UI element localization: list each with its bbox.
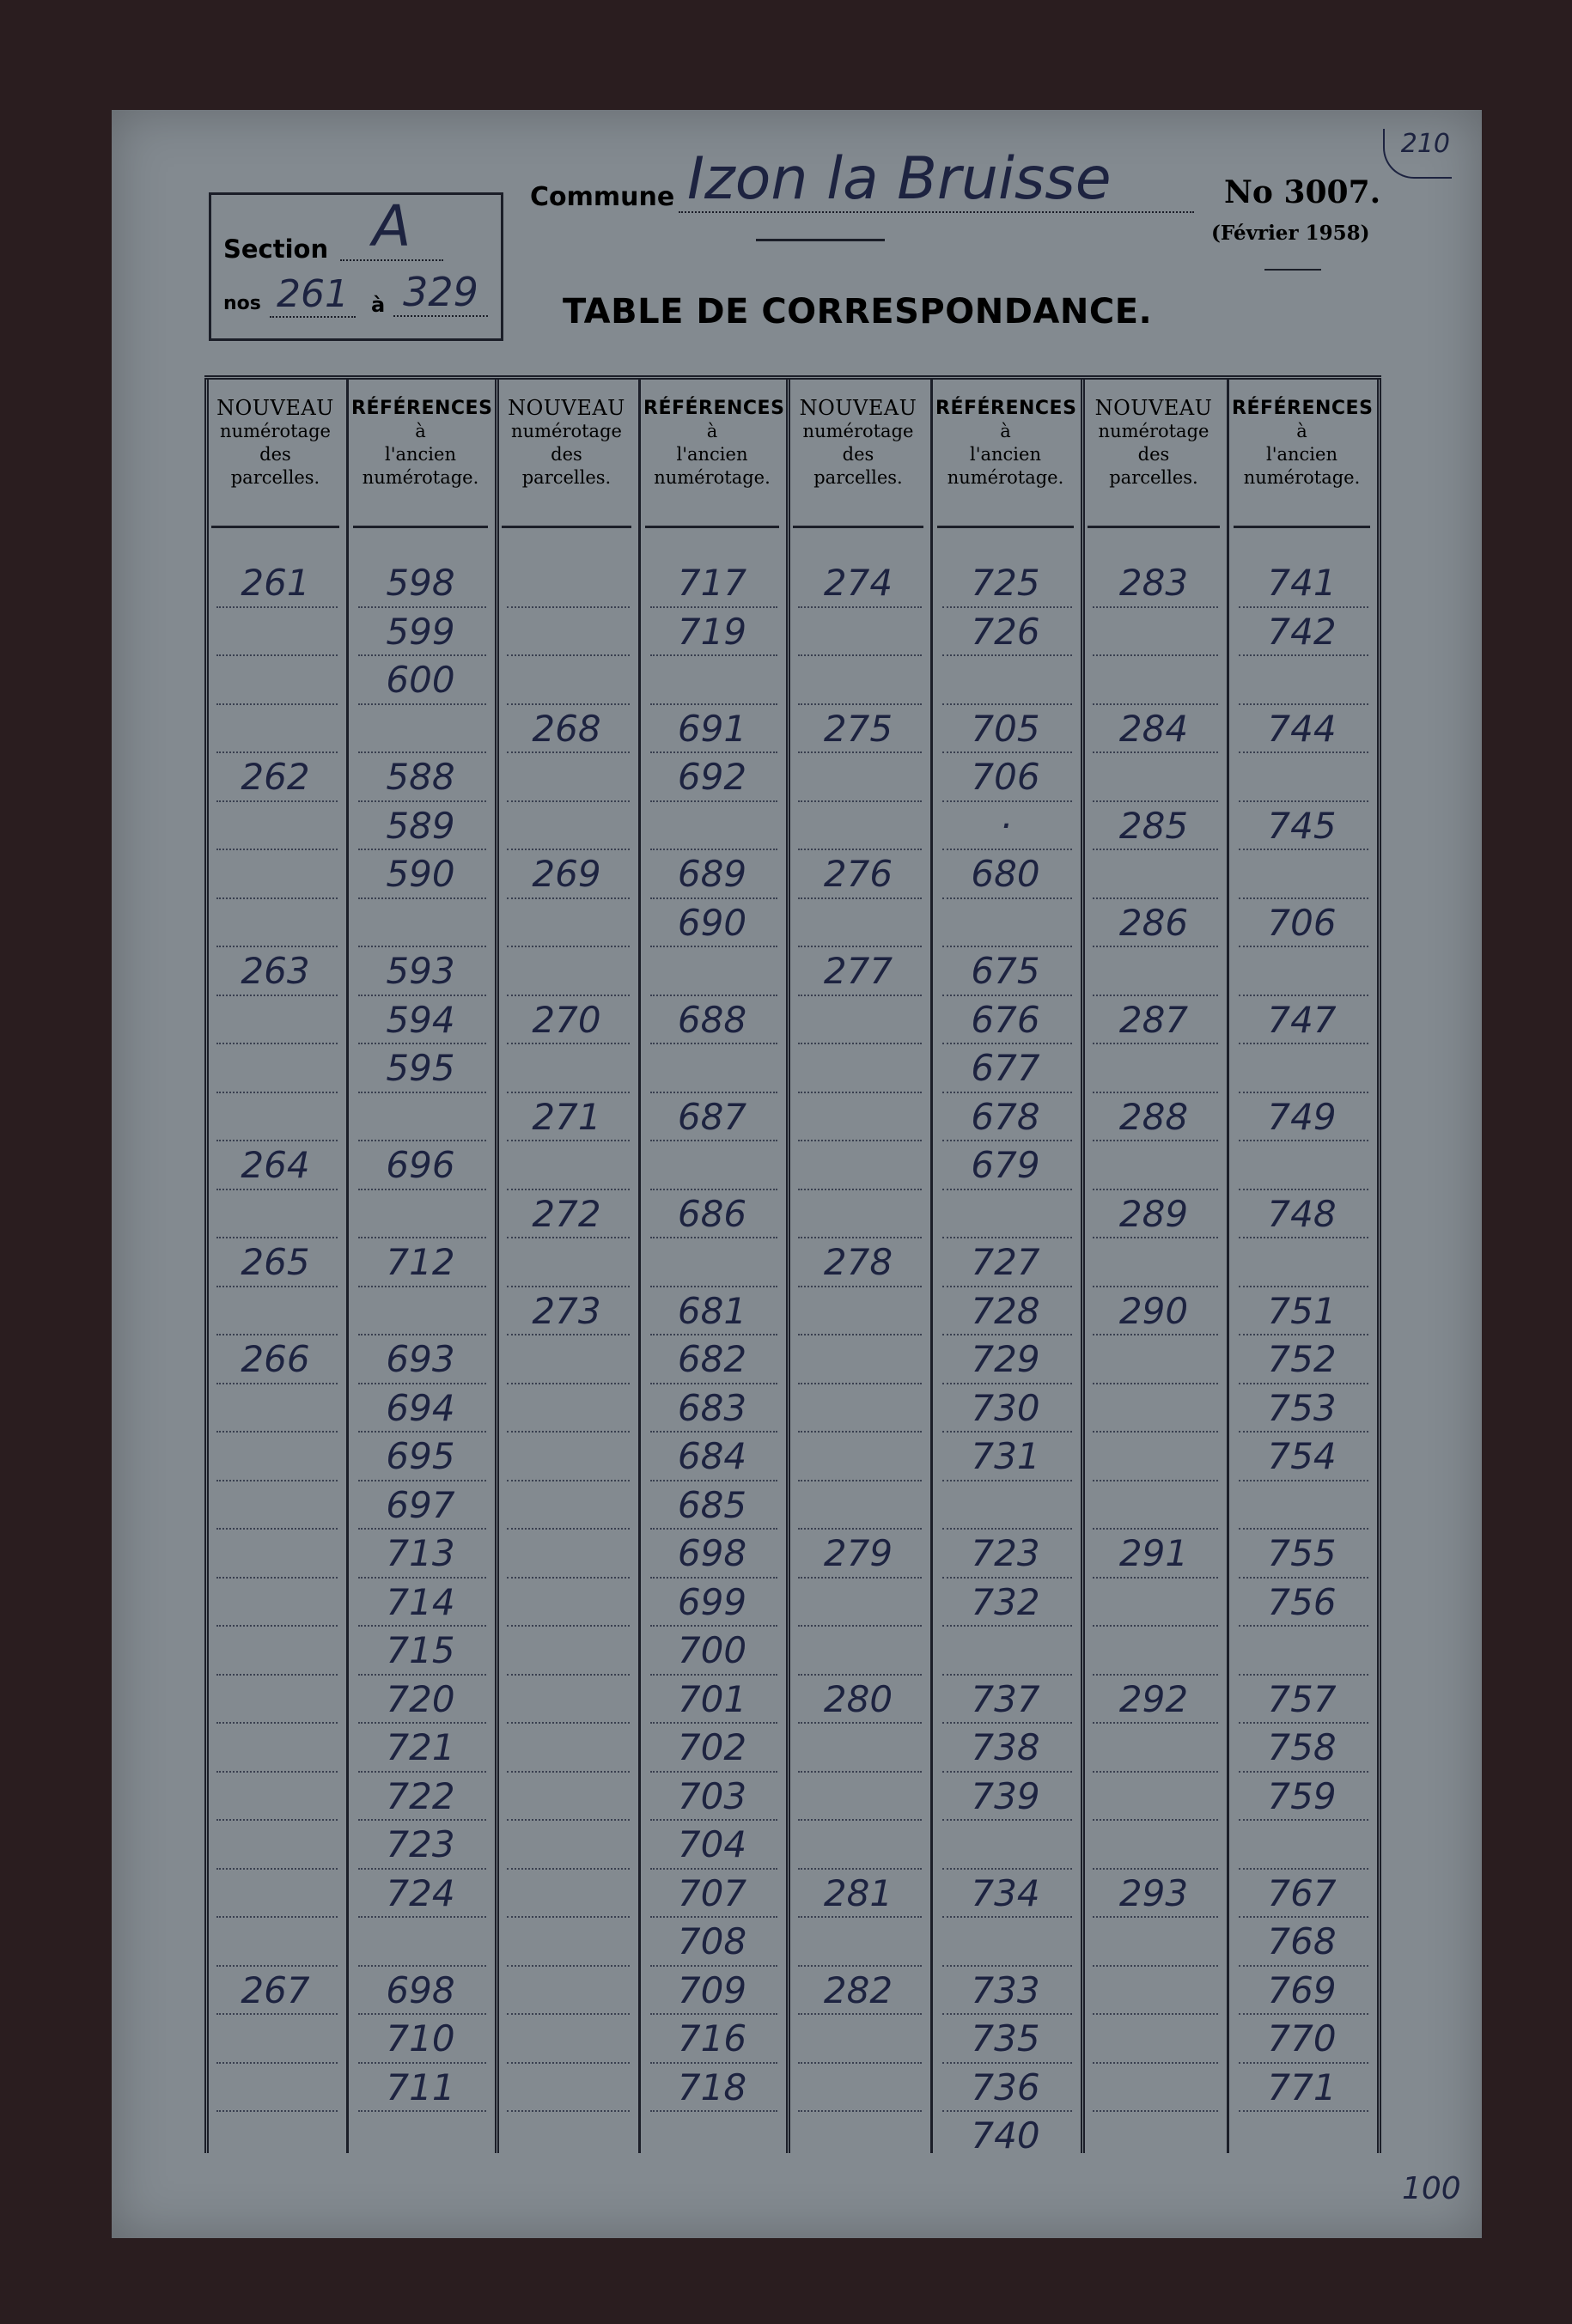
old-reference-number: 696 — [386, 1144, 455, 1186]
header-new-numbering — [500, 396, 633, 488]
row-rule — [798, 1189, 922, 1190]
old-reference-number: 678 — [971, 1095, 1040, 1138]
old-reference-number: 723 — [386, 1823, 455, 1865]
old-reference-number: 692 — [677, 756, 747, 798]
row-rule — [1093, 1480, 1218, 1481]
header-old-references — [351, 397, 493, 488]
old-reference-number: 680 — [971, 853, 1040, 895]
header-line: NOUVEAU — [1094, 396, 1213, 420]
header-old-references — [643, 397, 785, 488]
new-parcel-number: 271 — [532, 1095, 601, 1138]
row-rule — [216, 1771, 338, 1773]
old-reference-number: 757 — [1267, 1677, 1337, 1720]
row-rule — [507, 946, 630, 947]
range-joiner: à — [371, 293, 386, 317]
old-reference-number: 682 — [677, 1338, 747, 1380]
old-reference-number: 701 — [677, 1677, 747, 1720]
new-parcel-number: 283 — [1118, 562, 1189, 604]
new-parcel-number: 292 — [1118, 1677, 1189, 1720]
old-reference-number: 721 — [386, 1726, 455, 1768]
new-parcel-number: 267 — [241, 1968, 310, 2011]
old-reference-number: 768 — [1267, 1920, 1337, 1962]
row-rule — [216, 1868, 338, 1870]
header-underline — [645, 526, 779, 528]
corner-annotation: 210 — [1383, 129, 1452, 179]
new-parcel-number: 293 — [1118, 1871, 1189, 1914]
date-rule — [1264, 269, 1321, 271]
old-reference-number: 754 — [1267, 1435, 1337, 1477]
old-reference-number: 698 — [386, 1968, 455, 2011]
old-reference-number: 713 — [386, 1532, 455, 1574]
header-line: l'ancien — [1266, 444, 1337, 465]
old-reference-number: 738 — [971, 1726, 1040, 1768]
old-reference-number: 735 — [971, 2017, 1040, 2059]
header-line: RÉFÉRENCES — [1232, 398, 1374, 419]
new-parcel-number: 274 — [823, 562, 893, 604]
old-reference-number: 717 — [677, 562, 747, 604]
old-reference-number: 752 — [1267, 1338, 1337, 1380]
new-parcel-number: 265 — [241, 1241, 310, 1283]
row-rule — [798, 800, 922, 802]
row-rule — [216, 897, 338, 899]
section-box — [209, 192, 503, 341]
old-reference-number: 595 — [386, 1047, 455, 1089]
old-reference-number: 690 — [677, 901, 747, 944]
row-rule — [216, 1480, 338, 1481]
new-parcel-number: 269 — [532, 853, 601, 895]
new-parcel-number: 277 — [823, 950, 893, 992]
old-reference-number: 739 — [971, 1774, 1040, 1817]
old-reference-number: 685 — [677, 1483, 747, 1526]
new-parcel-number: 287 — [1118, 998, 1189, 1041]
range-start: 261 — [270, 272, 356, 318]
row-rule — [798, 2110, 922, 2112]
old-reference-number: 725 — [971, 562, 1040, 604]
row-rule — [216, 2110, 338, 2112]
header-line: NOUVEAU — [508, 396, 625, 420]
old-reference-number: 710 — [386, 2017, 455, 2059]
row-rule — [1093, 2062, 1218, 2064]
row-rule — [798, 1334, 922, 1335]
header-line: des — [551, 444, 582, 465]
header-underline — [353, 526, 488, 528]
old-reference-number: 704 — [677, 1823, 747, 1865]
old-reference-number: 767 — [1267, 1871, 1337, 1914]
old-reference-number: 745 — [1267, 804, 1337, 847]
old-reference-number: 698 — [677, 1532, 747, 1574]
header-line: RÉFÉRENCES — [643, 398, 785, 419]
row-rule — [798, 1771, 922, 1773]
correspondence-table — [204, 375, 1381, 2157]
row-rule — [216, 2062, 338, 2064]
row-rule — [507, 2062, 630, 2064]
new-parcel-number: 289 — [1118, 1192, 1189, 1235]
row-rule — [798, 1140, 922, 1141]
old-reference-number: 684 — [677, 1435, 747, 1477]
old-reference-number: 719 — [677, 610, 747, 653]
header-line: à — [1000, 421, 1011, 441]
header-line: l'ancien — [970, 444, 1041, 465]
row-rule — [507, 1625, 630, 1627]
row-rule — [216, 1043, 338, 1044]
new-parcel-number: 266 — [241, 1338, 310, 1380]
row-rule — [1093, 1383, 1218, 1384]
old-reference-number: 726 — [971, 610, 1040, 653]
old-reference-number: 676 — [971, 998, 1040, 1041]
header-line: numérotage — [802, 421, 914, 441]
header-line: à — [415, 421, 426, 441]
header-line: numérotage. — [1243, 467, 1361, 488]
column-divider — [495, 380, 499, 2153]
header-line: parcelles. — [521, 467, 612, 488]
row-rule — [798, 1092, 922, 1093]
old-reference-number: 723 — [971, 1532, 1040, 1574]
header-line: à — [706, 421, 718, 441]
row-rule — [507, 1431, 630, 1433]
header-new-numbering — [210, 396, 341, 488]
old-reference-number: 677 — [971, 1047, 1040, 1089]
row-rule — [507, 2110, 630, 2112]
row-rule — [507, 1965, 630, 1967]
header-line: numérotage — [220, 421, 331, 441]
row-rule — [1093, 1431, 1218, 1433]
new-parcel-number: 281 — [823, 1871, 893, 1914]
header-line: NOUVEAU — [216, 396, 334, 420]
header-line: des — [1137, 444, 1170, 465]
header-line: l'ancien — [676, 444, 748, 465]
row-rule — [798, 1383, 922, 1384]
page-title: TABLE DE CORRESPONDANCE. — [563, 292, 1153, 332]
old-reference-number: 705 — [971, 707, 1040, 750]
old-reference-number: 695 — [386, 1435, 455, 1477]
section-label: Section — [223, 234, 329, 264]
row-rule — [798, 654, 922, 656]
commune-rule — [756, 239, 885, 241]
old-reference-number: 714 — [386, 1580, 455, 1623]
old-reference-number: 747 — [1267, 998, 1337, 1041]
row-rule — [216, 849, 338, 850]
section-value: A — [340, 193, 443, 261]
row-rule — [216, 1722, 338, 1724]
row-rule — [1093, 1625, 1218, 1627]
old-reference-number: 687 — [677, 1095, 747, 1138]
header-line: des — [842, 444, 874, 465]
new-parcel-number: 286 — [1118, 901, 1189, 944]
row-rule — [216, 654, 338, 656]
header-line: RÉFÉRENCES — [351, 398, 493, 419]
commune-name: Izon la Bruisse — [679, 146, 1194, 213]
header-line: parcelles. — [1109, 467, 1198, 488]
row-rule — [216, 1674, 338, 1676]
header-line: l'ancien — [385, 444, 456, 465]
old-reference-number: 702 — [677, 1726, 747, 1768]
row-rule — [507, 2013, 630, 2015]
header-line: parcelles. — [230, 467, 320, 488]
row-rule — [1093, 1771, 1218, 1773]
new-parcel-number: 273 — [532, 1289, 601, 1332]
old-reference-number: 748 — [1267, 1192, 1337, 1235]
old-reference-number: 699 — [677, 1580, 747, 1623]
old-reference-number: 700 — [677, 1629, 747, 1671]
old-reference-number: 744 — [1267, 707, 1337, 750]
old-reference-number: 600 — [386, 659, 455, 701]
header-line: numérotage. — [362, 467, 479, 488]
new-parcel-number: 285 — [1118, 804, 1189, 847]
new-parcel-number: 275 — [823, 707, 893, 750]
old-reference-number: 697 — [386, 1483, 455, 1526]
row-rule — [1093, 1965, 1218, 1967]
old-reference-number: 771 — [1267, 2065, 1337, 2108]
new-parcel-number: 291 — [1118, 1532, 1189, 1574]
row-rule — [798, 1431, 922, 1433]
commune-label: Commune — [530, 182, 675, 212]
new-parcel-number: 276 — [823, 853, 893, 895]
old-reference-number: 709 — [677, 1968, 747, 2011]
row-rule — [1093, 2013, 1218, 2015]
document-number: No 3007. — [1224, 174, 1381, 210]
new-parcel-number: 288 — [1118, 1095, 1189, 1138]
header-underline — [793, 526, 923, 528]
old-reference-number: 689 — [677, 853, 747, 895]
old-reference-number: 706 — [971, 756, 1040, 798]
row-rule — [1093, 1819, 1218, 1821]
row-rule — [216, 1916, 338, 1918]
row-rule — [798, 2062, 922, 2064]
header-new-numbering — [791, 396, 925, 488]
old-reference-number: 708 — [677, 1920, 747, 1962]
header-underline — [502, 526, 631, 528]
header-underline — [1234, 526, 1370, 528]
old-reference-number: 716 — [677, 2017, 747, 2059]
old-reference-number: 720 — [386, 1677, 455, 1720]
header-line: NOUVEAU — [799, 396, 917, 420]
old-reference-number: 693 — [386, 1338, 455, 1380]
row-rule — [507, 1674, 630, 1676]
header-underline — [1088, 526, 1220, 528]
row-rule — [798, 1480, 922, 1481]
range-end: 329 — [393, 269, 488, 317]
row-rule — [1093, 654, 1218, 656]
new-parcel-number: 279 — [823, 1532, 893, 1574]
row-rule — [507, 1916, 630, 1918]
column-divider — [1377, 380, 1381, 2153]
old-reference-number: 691 — [677, 707, 747, 750]
old-reference-number: 599 — [386, 610, 455, 653]
old-reference-number: 759 — [1267, 1774, 1337, 1817]
header-line: numérotage. — [947, 467, 1064, 488]
old-reference-number: 598 — [386, 562, 455, 604]
header-line: numérotage. — [654, 467, 771, 488]
old-reference-number: 706 — [1267, 901, 1337, 944]
row-rule — [507, 800, 630, 802]
old-reference-number: · — [999, 804, 1012, 847]
old-reference-number: 729 — [971, 1338, 1040, 1380]
header-old-references — [935, 397, 1077, 488]
old-reference-number: 737 — [971, 1677, 1040, 1720]
header-old-references — [1232, 397, 1374, 488]
old-reference-number: 589 — [386, 804, 455, 847]
old-reference-number: 753 — [1267, 1386, 1337, 1429]
row-rule — [216, 1092, 338, 1093]
new-parcel-number: 264 — [241, 1144, 310, 1186]
new-parcel-number: 261 — [241, 562, 310, 604]
old-reference-number: 751 — [1267, 1289, 1337, 1332]
old-reference-number: 756 — [1267, 1580, 1337, 1623]
document-date: (Février 1958) — [1211, 222, 1370, 245]
row-rule — [507, 1771, 630, 1773]
page-annotation: 100 — [1402, 2171, 1461, 2206]
header-line: numérotage — [1098, 421, 1209, 441]
old-reference-number: 733 — [971, 1968, 1040, 2011]
old-reference-number: 749 — [1267, 1095, 1337, 1138]
new-parcel-number: 290 — [1118, 1289, 1189, 1332]
header-line: numérotage — [511, 421, 622, 441]
old-reference-number: 594 — [386, 998, 455, 1041]
old-reference-number: 732 — [971, 1580, 1040, 1623]
old-reference-number: 727 — [971, 1241, 1040, 1283]
row-rule — [507, 1819, 630, 1821]
old-reference-number: 736 — [971, 2065, 1040, 2108]
header-underline — [937, 526, 1074, 528]
row-rule — [216, 1528, 338, 1530]
header-line: à — [1296, 421, 1307, 441]
old-reference-number: 730 — [971, 1386, 1040, 1429]
new-parcel-number: 270 — [532, 998, 601, 1041]
new-parcel-number: 282 — [823, 1968, 893, 2011]
old-reference-number: 588 — [386, 756, 455, 798]
row-rule — [798, 1043, 922, 1044]
header-underline — [211, 526, 339, 528]
new-parcel-number: 280 — [823, 1677, 893, 1720]
row-rule — [507, 1528, 630, 1530]
row-rule — [798, 1625, 922, 1627]
new-parcel-number: 262 — [241, 756, 310, 798]
row-rule — [507, 1868, 630, 1870]
row-rule — [507, 1480, 630, 1481]
row-rule — [216, 1819, 338, 1821]
new-parcel-number: 268 — [532, 707, 601, 750]
old-reference-number: 741 — [1267, 562, 1337, 604]
old-reference-number: 758 — [1267, 1726, 1337, 1768]
row-rule — [507, 654, 630, 656]
old-reference-number: 679 — [971, 1144, 1040, 1186]
header-line: des — [259, 444, 291, 465]
old-reference-number: 734 — [971, 1871, 1040, 1914]
old-reference-number: 731 — [971, 1435, 1040, 1477]
old-reference-number: 593 — [386, 950, 455, 992]
new-parcel-number: 278 — [823, 1241, 893, 1283]
row-rule — [507, 1383, 630, 1384]
header-new-numbering — [1086, 396, 1222, 488]
old-reference-number: 694 — [386, 1386, 455, 1429]
old-reference-number: 707 — [677, 1871, 747, 1914]
old-reference-number: 712 — [386, 1241, 455, 1283]
row-rule — [507, 1577, 630, 1579]
row-rule — [216, 703, 338, 705]
header-line: RÉFÉRENCES — [935, 398, 1077, 419]
row-rule — [216, 1431, 338, 1433]
old-reference-number: 675 — [971, 950, 1040, 992]
old-reference-number: 681 — [677, 1289, 747, 1332]
new-parcel-number: 272 — [532, 1192, 601, 1235]
old-reference-number: 686 — [677, 1192, 747, 1235]
row-rule — [216, 1577, 338, 1579]
row-rule — [798, 1819, 922, 1821]
old-reference-number: 711 — [386, 2065, 455, 2108]
old-reference-number: 724 — [386, 1871, 455, 1914]
old-reference-number: 742 — [1267, 610, 1337, 653]
row-rule — [216, 1625, 338, 1627]
header-line: parcelles. — [813, 467, 903, 488]
row-rule — [507, 606, 630, 608]
row-rule — [507, 1722, 630, 1724]
old-reference-number: 715 — [386, 1629, 455, 1671]
old-reference-number: 769 — [1267, 1968, 1337, 2011]
old-reference-number: 728 — [971, 1289, 1040, 1332]
old-reference-number: 590 — [386, 853, 455, 895]
old-reference-number: 718 — [677, 2065, 747, 2108]
old-reference-number: 770 — [1267, 2017, 1337, 2059]
new-parcel-number: 284 — [1118, 707, 1189, 750]
new-parcel-number: 263 — [241, 950, 310, 992]
old-reference-number: 755 — [1267, 1532, 1337, 1574]
row-rule — [1093, 2110, 1218, 2112]
old-reference-number: 740 — [971, 2114, 1040, 2157]
old-reference-number: 683 — [677, 1386, 747, 1429]
old-reference-number: 688 — [677, 998, 747, 1041]
old-reference-number: 703 — [677, 1774, 747, 1817]
range-prefix: nos — [223, 293, 261, 314]
old-reference-number: 722 — [386, 1774, 455, 1817]
